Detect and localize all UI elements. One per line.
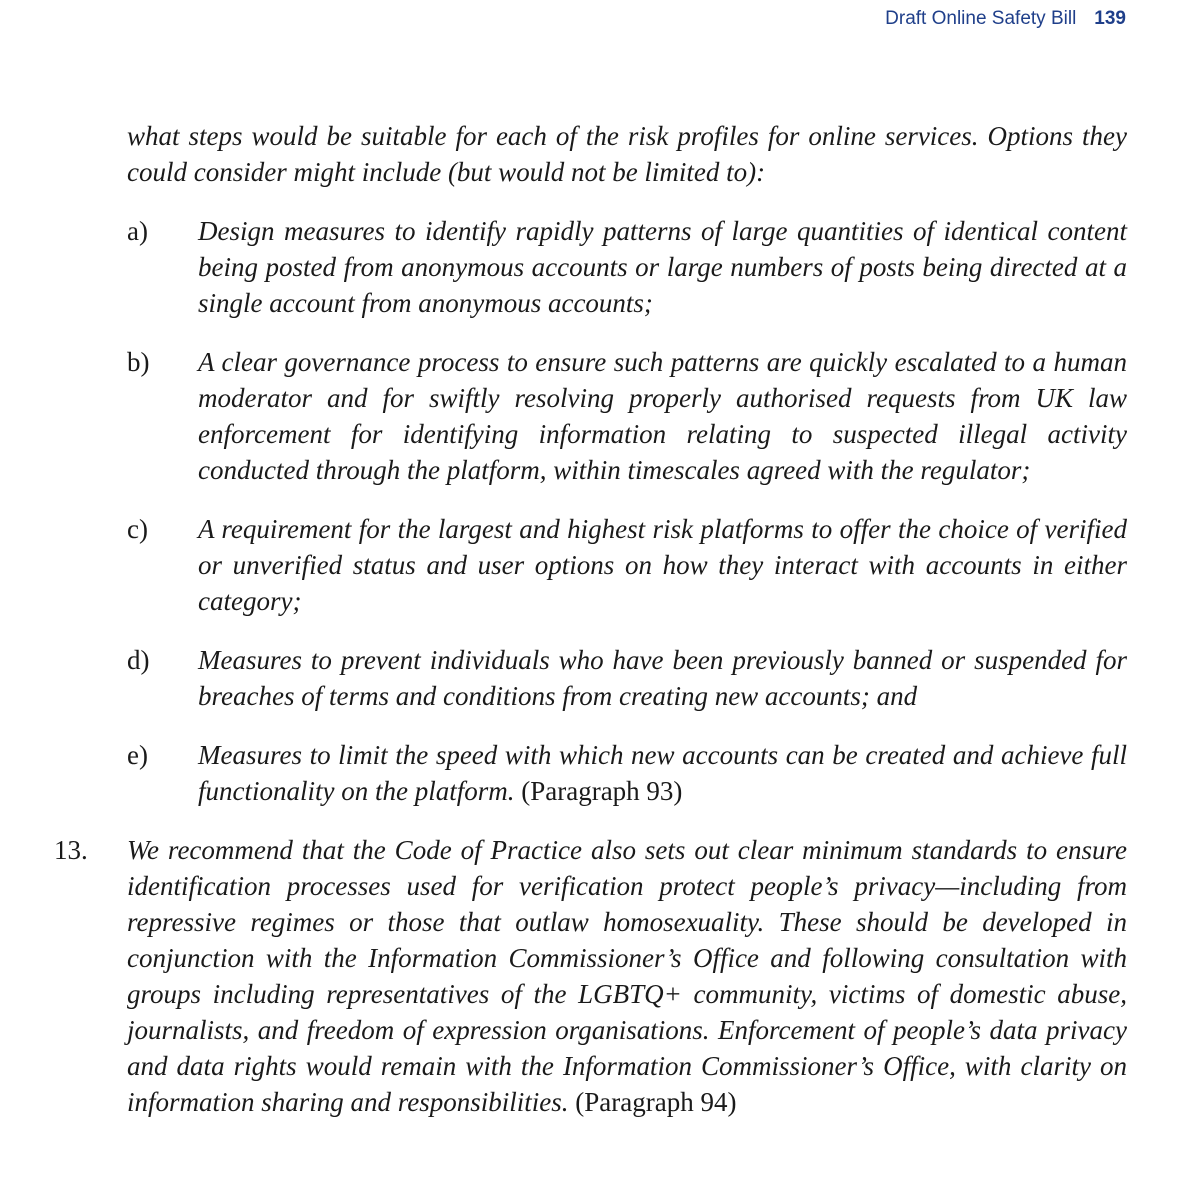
list-letter: d) [127, 645, 150, 675]
page-number: 139 [1094, 8, 1126, 29]
list-item-body: Measures to limit the speed with which new accounts can be created and achieve full functionality on the platform. [198, 740, 1127, 806]
list-letter: c) [127, 514, 148, 544]
recommendation-13 [54, 832, 1127, 1120]
list-item-text [198, 737, 1127, 809]
list-item-text: Measures to prevent individuals who have been previously banned or suspended for breaches of terms and conditions from creating new accounts; and [198, 645, 1127, 711]
paragraph-reference: (Paragraph 93) [521, 776, 683, 806]
recommendation-text [127, 832, 1127, 1120]
list-item-d [127, 642, 1127, 714]
intro-paragraph: what steps would be suitable for each of the risk profiles for online services. Options they could consider might include (but would not be limited to): [127, 121, 1127, 187]
list-letter: b) [127, 347, 150, 377]
body-text [54, 118, 1127, 1120]
recommendation-number: 13. [54, 835, 88, 865]
list-item-e [127, 737, 1127, 809]
recommendation-body: We recommend that the Code of Practice also sets out clear minimum standards to ensure identification processes used for verification protect people’s privacy—including from repressive regimes or those that outlaw homosexuality. These should be developed in conjunction with the Information Commissioner’s Office and following consultation with groups including representatives of the LGBTQ+ community, victims of domestic abuse, journalists, and freedom of expression organisations. Enforcement of people’s data privacy and data rights would remain with the Information Commissioner’s Office, with clarity on information sharing and responsibilities. [127, 835, 1127, 1117]
list-item-text: A clear governance process to ensure such patterns are quickly escalated to a human moderator and for swiftly resolving properly authorised requests from UK law enforcement for identifying information relating to suspected illegal activity conducted through the platform, within timescales agreed with the regulator; [198, 347, 1127, 485]
header-title: Draft Online Safety Bill [885, 8, 1077, 29]
list-item-text: A requirement for the largest and highest risk platforms to offer the choice of verified or unverified status and user options on how they interact with accounts in either category; [198, 514, 1127, 616]
running-header [885, 8, 1126, 30]
list-item-text: Design measures to identify rapidly patterns of large quantities of identical content being posted from anonymous accounts or large numbers of posts being directed at a single account from anonymous accounts; [198, 216, 1127, 318]
paragraph-reference: (Paragraph 94) [575, 1087, 737, 1117]
list-item-b [127, 344, 1127, 488]
list-letter: a) [127, 216, 148, 246]
list-item-a [127, 213, 1127, 321]
list-item-c [127, 511, 1127, 619]
options-list [127, 213, 1127, 809]
list-letter: e) [127, 740, 148, 770]
